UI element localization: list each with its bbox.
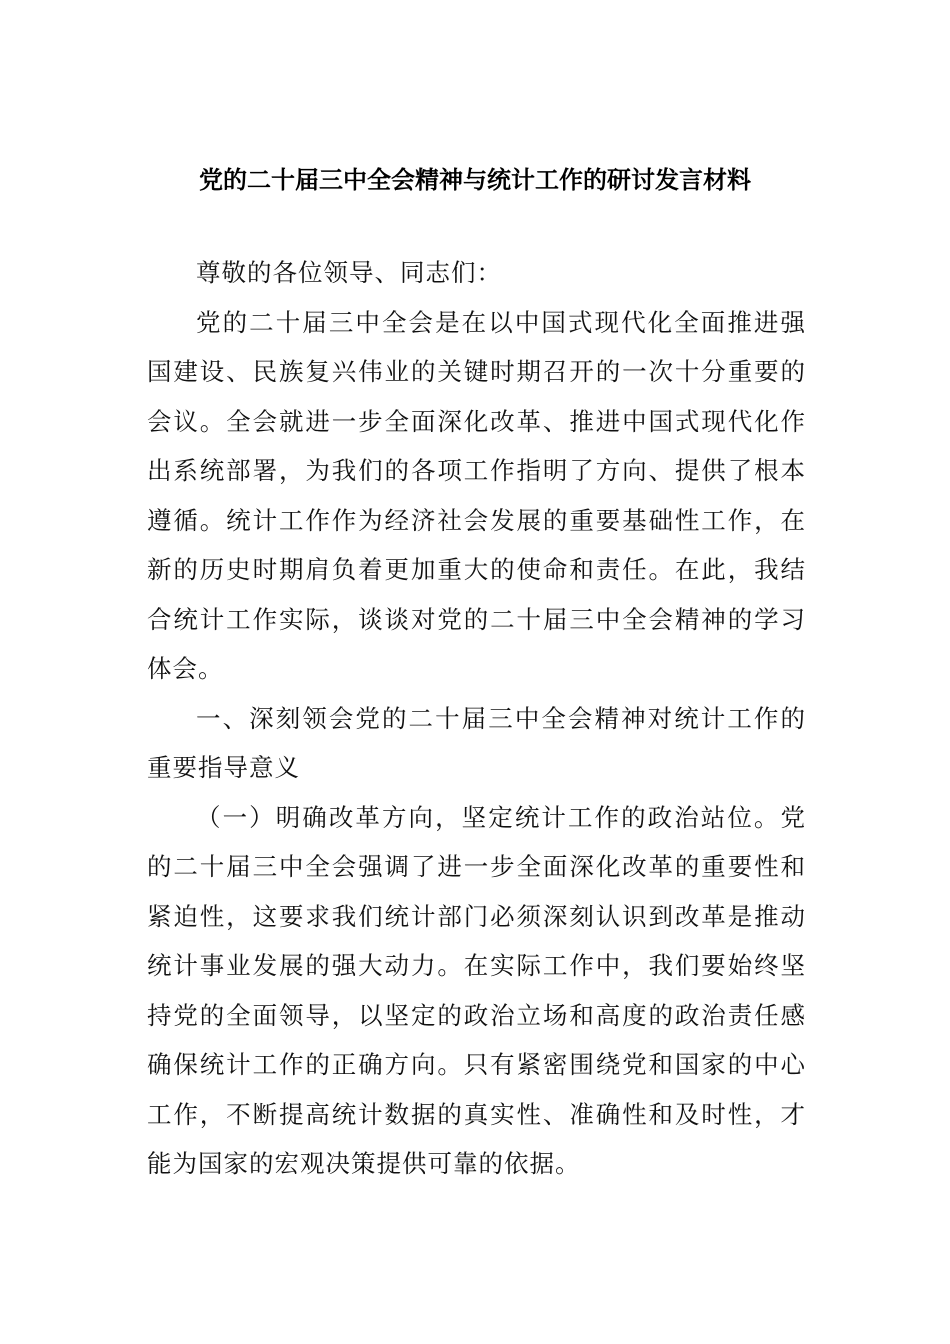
section-heading: 一、深刻领会党的二十届三中全会精神对统计工作的重要指导意义	[147, 703, 806, 782]
intro-paragraph: 党的二十届三中全会是在以中国式现代化全面推进强国建设、民族复兴伟业的关键时期召开的一次十分重要的会议。全会就进一步全面深化改革、推进中国式现代化作出系统部署，为我们的各项工作指明了方向、提供了根本遵循。统计工作作为经济社会发展的重要基础性工作，在新的历史时期肩负着更加重大的使命和责任。在此，我结合统计工作实际，谈谈对党的二十届三中全会精神的学习体会。	[147, 307, 806, 683]
salutation-paragraph: 尊敬的各位领导、同志们：	[196, 258, 502, 287]
document-title: 党的二十届三中全会精神与统计工作的研讨发言材料	[199, 166, 751, 194]
document-body	[147, 248, 806, 1189]
subsection-paragraph: （一）明确改革方向，坚定统计工作的政治站位。党的二十届三中全会强调了进一步全面深化改革的重要性和紧迫性，这要求我们统计部门必须深刻认识到改革是推动统计事业发展的强大动力。在实际工作中，我们要始终坚持党的全面领导，以坚定的政治立场和高度的政治责任感确保统计工作的正确方向。只有紧密围绕党和国家的中心工作，不断提高统计数据的真实性、准确性和及时性，才能为国家的宏观决策提供可靠的依据。	[147, 802, 806, 1178]
